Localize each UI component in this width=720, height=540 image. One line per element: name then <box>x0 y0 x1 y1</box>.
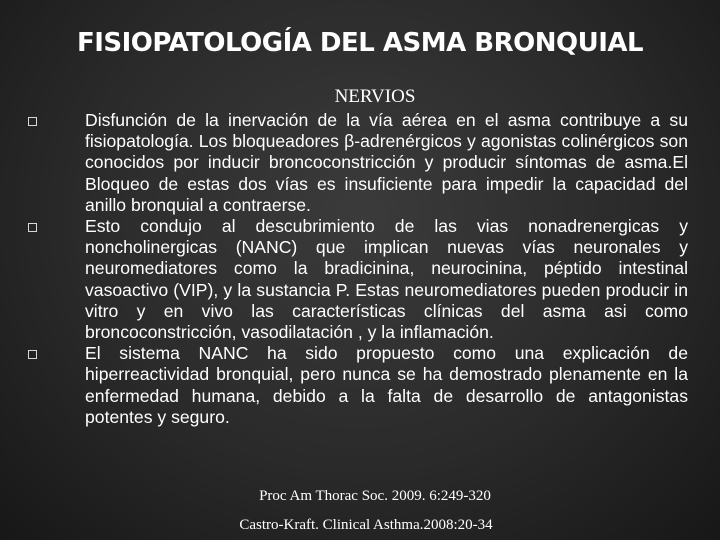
bullet-item <box>28 343 688 428</box>
bullet-text: Esto condujo al descubrimiento de las vias nonadrenergicas y noncholinergicas (NANC) que implican nuevas vías neuronales y neuromediatores como la bradicinina, neurocinina, péptido intestinal vasoactivo (VIP), y la sustancia P. Estas neuromediatores pueden producir in vitro y en vivo las características clínicas del asma asi como broncoconstricción, vasodilatación , y la inflamación. <box>85 216 688 343</box>
bullet-text: Disfunción de la inervación de la vía aérea en el asma contribuye a su fisiopatología. Los bloqueadores β-adrenérgicos y agonistas colinérgicos son conocidos por inducir broncoconstricción y producir síntomas de asma.El Bloqueo de estas dos vías es insuficiente para impedir la capacidad del anillo bronquial a contraerse. <box>85 110 688 215</box>
square-bullet-icon <box>28 117 37 126</box>
square-bullet-icon <box>28 223 37 232</box>
bullet-item <box>28 216 688 343</box>
bullet-item <box>28 110 688 216</box>
square-bullet-icon <box>28 350 37 359</box>
slide-title: FISIOPATOLOGÍA DEL ASMA BRONQUIAL <box>76 28 644 58</box>
reference-citation: Castro-Kraft. Clinical Asthma.2008:20-34 <box>239 517 493 533</box>
bullet-list <box>28 110 688 428</box>
reference-citation: Proc Am Thorac Soc. 2009. 6:249-320 <box>259 488 491 504</box>
bullet-text: El sistema NANC ha sido propuesto como una explicación de hiperreactividad bronquial, pero nunca se ha demostrado plenamente en la enfermedad humana, debido a la falta de desarrollo de antagonistas potentes y seguro. <box>85 343 688 427</box>
section-subheading: NERVIOS <box>334 86 416 107</box>
